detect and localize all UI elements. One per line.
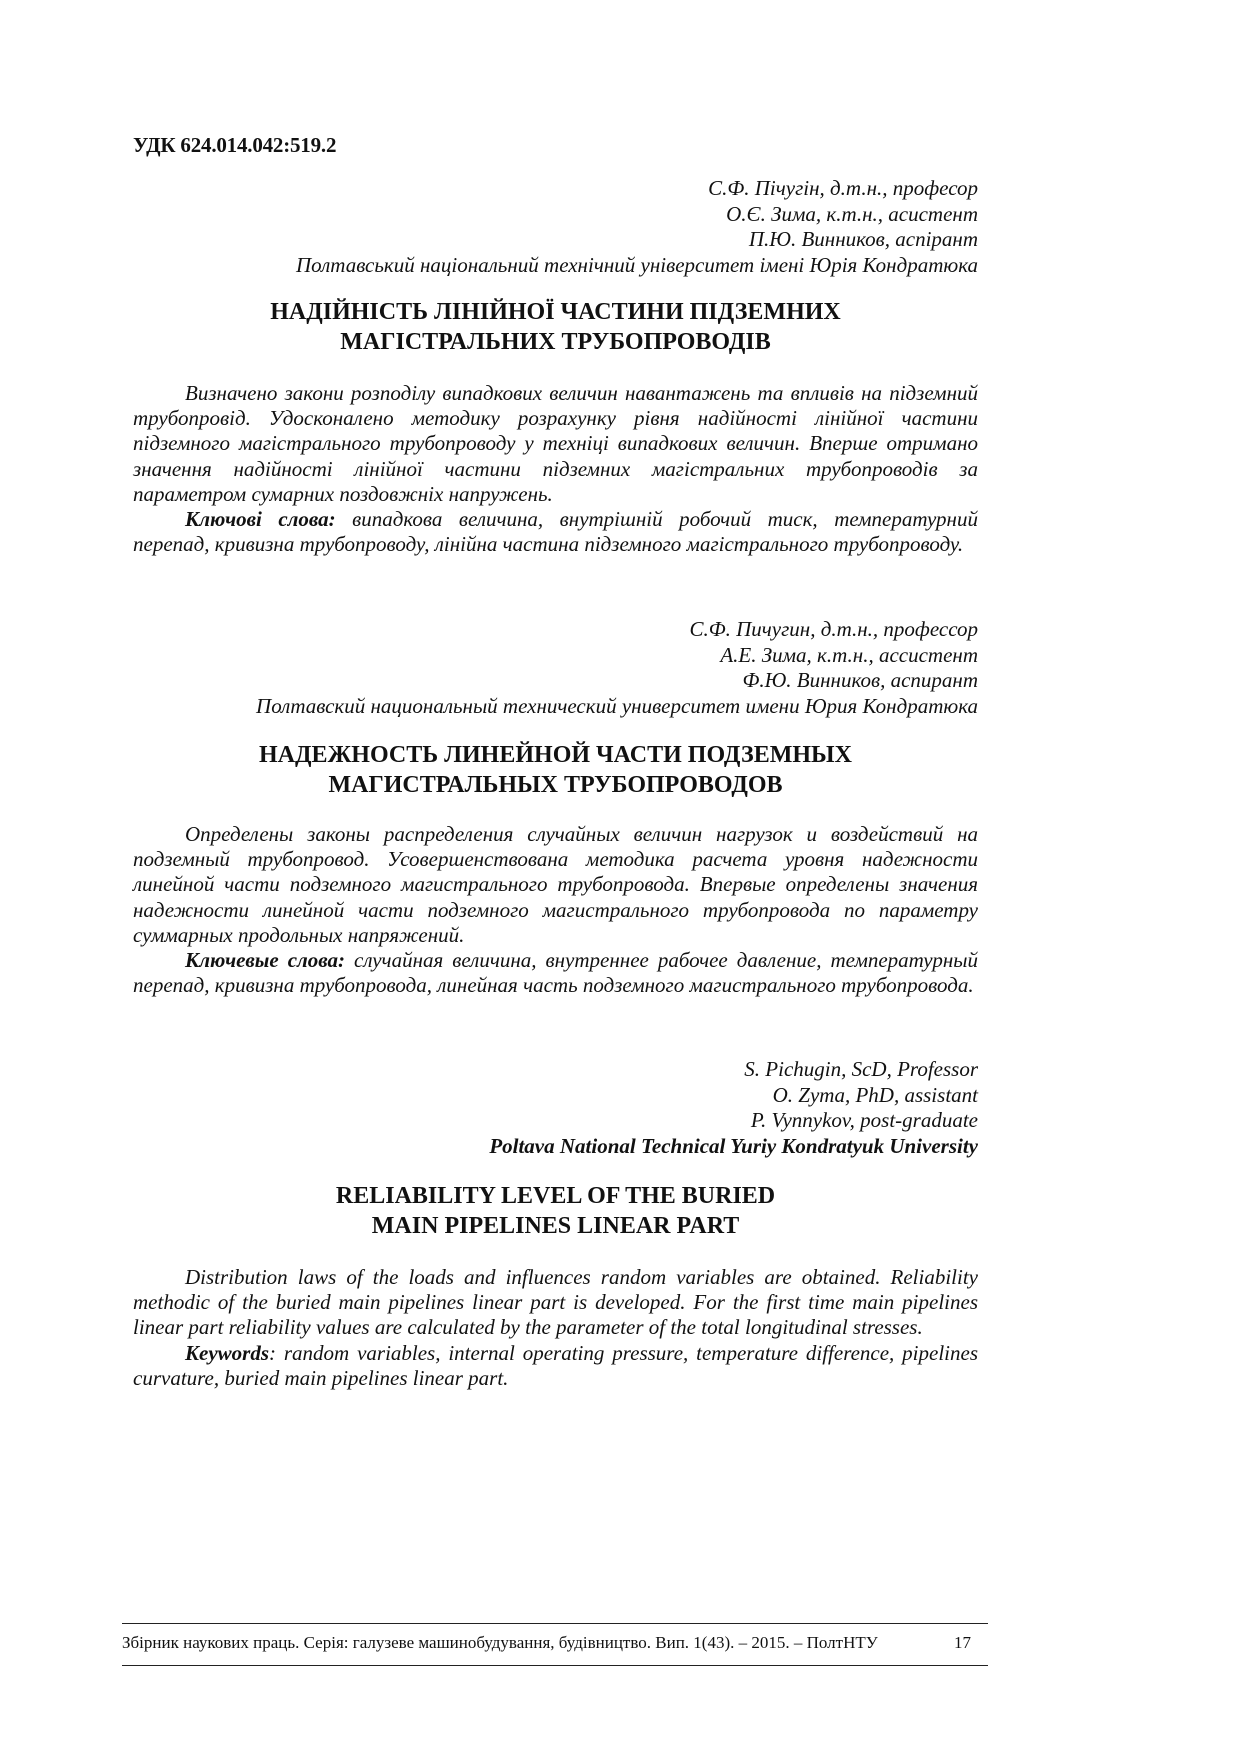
abstract-text: Distribution laws of the loads and influences random variables are obtained. Reliability methodic of the buried main pipelines linear part is developed. For the first time main pipelines linear part reliability values are calculated by the parameter of the total longitudinal stresses. xyxy=(133,1265,978,1340)
footer-top-rule xyxy=(122,1623,988,1624)
author-line: О.Є. Зима, к.т.н., асистент xyxy=(726,201,978,226)
abstract-ru xyxy=(133,822,978,998)
abstract-text: Определены законы распределения случайных величин нагрузок и воздействий на подземный трубопровод. Усовершенствована методика расчета уровня надежности линейной части подземного магистрального трубопровода. Впервые определены значения надежности линейной части подземного магистрального трубопровода по параметру суммарных продольных напряжений. xyxy=(133,822,978,947)
keywords-paragraph xyxy=(133,948,978,998)
abstract-en xyxy=(133,1265,978,1391)
title-line: МАГІСТРАЛЬНИХ ТРУБОПРОВОДІВ xyxy=(340,329,771,355)
paper-title-uk xyxy=(133,297,978,357)
author-line: Ф.Ю. Винников, аспирант xyxy=(742,668,978,692)
paper-title-en xyxy=(133,1181,978,1241)
authors-block-uk xyxy=(296,176,978,278)
title-line: RELIABILITY LEVEL OF THE BURIED xyxy=(335,1183,776,1209)
abstract-text: Визначено закони розподілу випадкових величин навантажень та впливів на підземний трубопровід. Удосконалено методику розрахунку рівня надійності лінійної частини підземного магістрального трубопроводу у техніці випадкових величин. Вперше отримано значення надійності лінійної частини підземних магістральних трубопроводів за параметром сумарних поздовжніх напружень. xyxy=(133,381,978,506)
keywords-label: Ключевые слова: xyxy=(185,948,346,973)
footer-journal-citation: Збірник наукових праць. Серія: галузеве машинобудування, будівництво. Вип. 1(43). – 2015. – ПолтНТУ xyxy=(122,1633,878,1652)
running-footer xyxy=(122,1633,988,1653)
footer-bottom-rule xyxy=(122,1665,988,1666)
title-line: MAIN PIPELINES LINEAR PART xyxy=(371,1213,740,1239)
udc-code: УДК 624.014.042:519.2 xyxy=(133,133,337,157)
paper-title-ru xyxy=(133,740,978,800)
author-line: O. Zyma, PhD, assistant xyxy=(772,1082,978,1107)
authors-block-ru xyxy=(256,617,978,719)
keywords-label: Keywords xyxy=(185,1340,269,1365)
keywords-paragraph xyxy=(133,1341,978,1391)
page-number: 17 xyxy=(954,1633,971,1652)
keywords-paragraph xyxy=(133,507,978,557)
title-line: НАДІЙНІСТЬ ЛІНІЙНОЇ ЧАСТИНИ ПІДЗЕМНИХ xyxy=(270,299,841,325)
authors-block-en xyxy=(489,1057,978,1159)
abstract-uk xyxy=(133,381,978,557)
keywords-text: случайная величина, внутреннее рабочее давление, температурный перепад, кривизна трубопровода, линейная часть подземного магистрального трубопровода. xyxy=(133,948,978,998)
author-line: S. Pichugin, ScD, Professor xyxy=(744,1057,978,1081)
affiliation: Poltava National Technical Yuriy Kondratyuk University xyxy=(489,1133,978,1158)
affiliation: Полтавський національний технічний університет імені Юрія Кондратюка xyxy=(295,252,978,277)
title-line: НАДЕЖНОСТЬ ЛИНЕЙНОЙ ЧАСТИ ПОДЗЕМНЫХ xyxy=(259,742,852,768)
affiliation: Полтавский национальный технический университет имени Юрия Кондратюка xyxy=(256,693,978,718)
author-line: А.Е. Зима, к.т.н., ассистент xyxy=(720,642,978,667)
keywords-label: Ключові слова: xyxy=(185,507,336,532)
keywords-text: : random variables, internal operating pressure, temperature difference, pipelines curvature, buried main pipelines linear part. xyxy=(133,1340,978,1390)
author-line: С.Ф. Пічугін, д.т.н., професор xyxy=(708,176,978,200)
author-line: П.Ю. Винников, аспірант xyxy=(748,227,978,251)
author-line: С.Ф. Пичугин, д.т.н., профессор xyxy=(689,617,978,641)
author-line: P. Vynnykov, post-graduate xyxy=(750,1108,978,1132)
title-line: МАГИСТРАЛЬНЫХ ТРУБОПРОВОДОВ xyxy=(328,772,783,798)
keywords-text: випадкова величина, внутрішній робочий тиск, температурний перепад, кривизна трубопроводу, лінійна частина підземного магістрального трубопроводу. xyxy=(133,507,978,557)
